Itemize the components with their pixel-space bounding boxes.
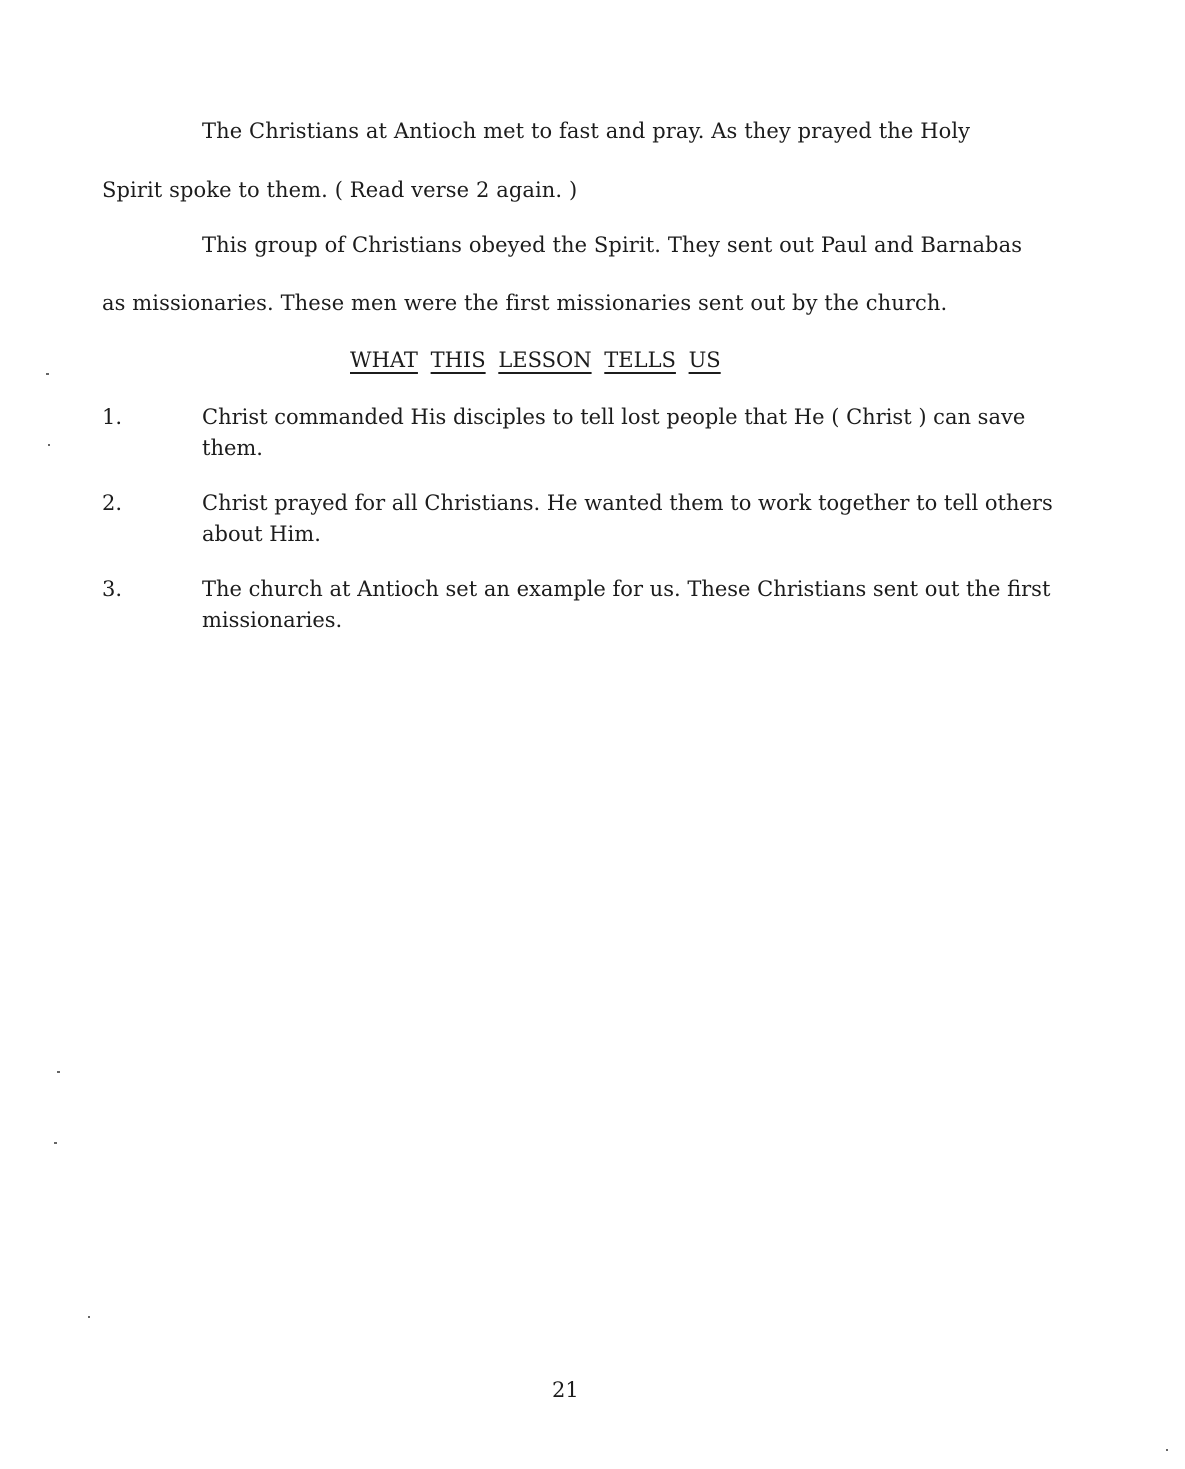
- heading-word: TELLS: [604, 348, 676, 372]
- scan-speck: [88, 1316, 90, 1318]
- list-number: 1.: [102, 405, 123, 429]
- scan-speck: [57, 1071, 60, 1073]
- list-text: The church at Antioch set an example for us. These Christians sent out the first missionaries.: [202, 577, 1051, 632]
- heading-word: LESSON: [498, 348, 592, 372]
- page-number: 21: [552, 1378, 579, 1402]
- scan-speck: [46, 373, 49, 375]
- paragraph-1-line-1: The Christians at Antioch met to fast and pray. As they prayed the Holy: [202, 119, 971, 143]
- list-number: 3.: [102, 577, 123, 601]
- scan-speck: [1166, 1449, 1168, 1451]
- list-text: Christ prayed for all Christians. He wanted them to work together to tell others about Him.: [202, 491, 1053, 546]
- heading-word: WHAT: [350, 348, 418, 372]
- list-text: Christ commanded His disciples to tell lost people that He ( Christ ) can save them.: [202, 405, 1026, 460]
- scan-speck: [48, 444, 50, 446]
- paragraph-2-line-1: This group of Christians obeyed the Spirit. They sent out Paul and Barnabas: [202, 233, 1023, 257]
- section-heading: [350, 345, 721, 375]
- heading-word: US: [688, 348, 721, 372]
- heading-word: THIS: [430, 348, 486, 372]
- scan-speck: [54, 1142, 57, 1144]
- list-number: 2.: [102, 491, 123, 515]
- paragraph-1-line-2: Spirit spoke to them. ( Read verse 2 again. ): [102, 178, 578, 202]
- paragraph-2-line-2: as missionaries. These men were the first missionaries sent out by the church.: [102, 291, 948, 315]
